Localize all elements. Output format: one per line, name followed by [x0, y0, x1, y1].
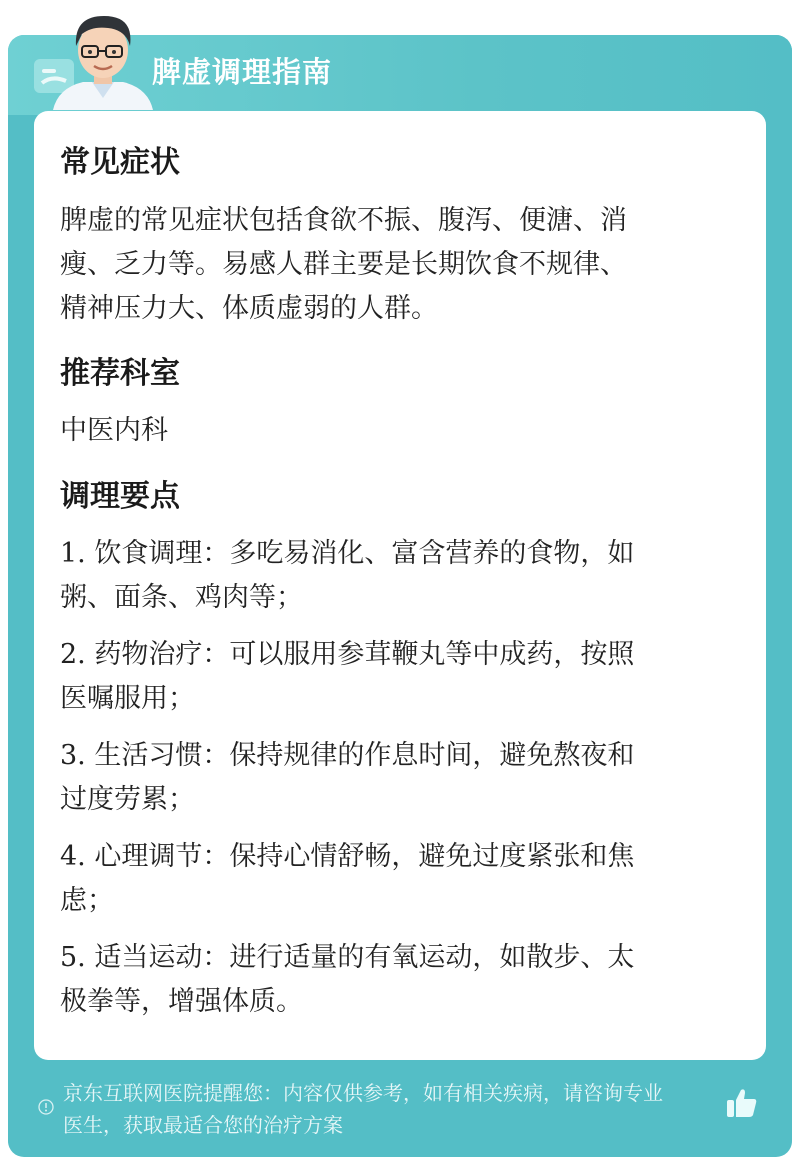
item-text: 饮食调理：多吃易消化、富含营养的食物，如 — [94, 538, 635, 569]
symptoms-line: 瘦、乏力等。易感人群主要是长期饮食不规律、 — [60, 249, 627, 280]
item-number: 1. — [60, 538, 86, 569]
section-title-department: 推荐科室 — [60, 356, 180, 391]
list-item — [60, 936, 732, 1024]
symptoms-line: 脾虚的常见症状包括食欲不振、腹泻、便溏、消 — [60, 205, 627, 236]
doctor-avatar — [48, 10, 158, 110]
disclaimer-line: 京东互联网医院提醒您：内容仅供参考，如有相关疾病，请咨询专业 — [63, 1081, 663, 1105]
item-text: 心理调节：保持心情舒畅，避免过度紧张和焦 — [94, 841, 635, 872]
section-title-tips: 调理要点 — [60, 479, 180, 514]
item-text-cont: 过度劳累； — [60, 784, 195, 815]
section-title-symptoms: 常见症状 — [60, 145, 180, 180]
department-value: 中医内科 — [60, 415, 168, 446]
item-text-cont: 医嘱服用； — [60, 683, 195, 714]
disclaimer — [63, 1077, 728, 1141]
thumbs-up-icon[interactable] — [724, 1085, 760, 1121]
list-item — [60, 532, 732, 620]
item-text-cont: 极拳等，增强体质。 — [60, 986, 303, 1017]
item-text: 适当运动：进行适量的有氧运动，如散步、太 — [94, 942, 635, 973]
disclaimer-line: 医生，获取最适合您的治疗方案 — [63, 1113, 343, 1137]
list-item — [60, 734, 732, 822]
content-card — [34, 111, 766, 1060]
item-text: 生活习惯：保持规律的作息时间，避免熬夜和 — [94, 740, 635, 771]
item-number: 5. — [60, 942, 86, 973]
symptoms-line: 精神压力大、体质虚弱的人群。 — [60, 293, 438, 324]
list-item — [60, 835, 732, 923]
page-title: 脾虚调理指南 — [152, 55, 333, 89]
list-item — [60, 633, 732, 721]
item-text: 药物治疗：可以服用参茸鞭丸等中成药，按照 — [94, 639, 635, 670]
info-icon — [38, 1099, 54, 1115]
item-number: 2. — [60, 639, 86, 670]
item-text-cont: 粥、面条、鸡肉等； — [60, 582, 303, 613]
item-number: 4. — [60, 841, 86, 872]
item-text-cont: 虑； — [60, 885, 114, 916]
item-number: 3. — [60, 740, 86, 771]
